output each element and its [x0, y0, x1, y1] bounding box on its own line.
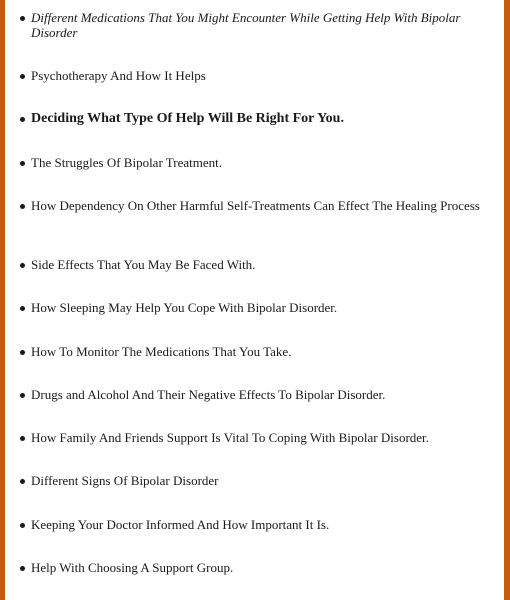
list-item-text: The Struggles Of Bipolar Treatment.: [31, 155, 223, 170]
list-item-text: Side Effects That You May Be Faced With.: [31, 257, 256, 272]
list-item: [31, 155, 493, 170]
list-item-text: Different Medications That You Might Encounter While Getting Help With Bipolar Disorder: [31, 10, 461, 40]
list-item-text: Keeping Your Doctor Informed And How Important It Is.: [31, 517, 330, 532]
list-item: [31, 257, 493, 272]
list-item: [31, 300, 493, 315]
bullet-dot-icon: [20, 566, 25, 571]
bullet-dot-icon: [20, 523, 25, 528]
list-item-text: How To Monitor The Medications That You Take.: [31, 344, 292, 359]
list-item: [31, 560, 493, 575]
list-item: [31, 387, 493, 402]
list-item: [31, 10, 493, 40]
bullet-dot-icon: [20, 16, 25, 21]
bullet-dot-icon: [20, 117, 25, 122]
bullet-dot-icon: [20, 204, 25, 209]
list-item: [31, 68, 493, 83]
list-item-text: How Family And Friends Support Is Vital To Coping With Bipolar Disorder.: [31, 430, 429, 445]
bullet-dot-icon: [20, 393, 25, 398]
list-item-text: Psychotherapy And How It Helps: [31, 68, 206, 83]
bullet-dot-icon: [20, 436, 25, 441]
list-item: [31, 517, 493, 532]
document-page: [5, 0, 504, 600]
bullet-dot-icon: [20, 161, 25, 166]
list-item: [31, 430, 493, 445]
list-item-text: How Dependency On Other Harmful Self-Treatments Can Effect The Healing Process: [31, 198, 480, 213]
bullet-dot-icon: [20, 350, 25, 355]
list-item-text: Help With Choosing A Support Group.: [31, 560, 234, 575]
list-item-text: Deciding What Type Of Help Will Be Right For You.: [31, 111, 344, 126]
list-item-text: How Sleeping May Help You Cope With Bipolar Disorder.: [31, 300, 338, 315]
list-item: [31, 198, 493, 213]
bullet-dot-icon: [20, 306, 25, 311]
list-item: [31, 473, 493, 488]
bullet-dot-icon: [20, 263, 25, 268]
list-item-text: Different Signs Of Bipolar Disorder: [31, 473, 219, 488]
list-item: [31, 111, 493, 126]
bullet-dot-icon: [20, 479, 25, 484]
bullet-dot-icon: [20, 74, 25, 79]
list-item: [31, 344, 493, 359]
list-item-text: Drugs and Alcohol And Their Negative Effects To Bipolar Disorder.: [31, 387, 386, 402]
